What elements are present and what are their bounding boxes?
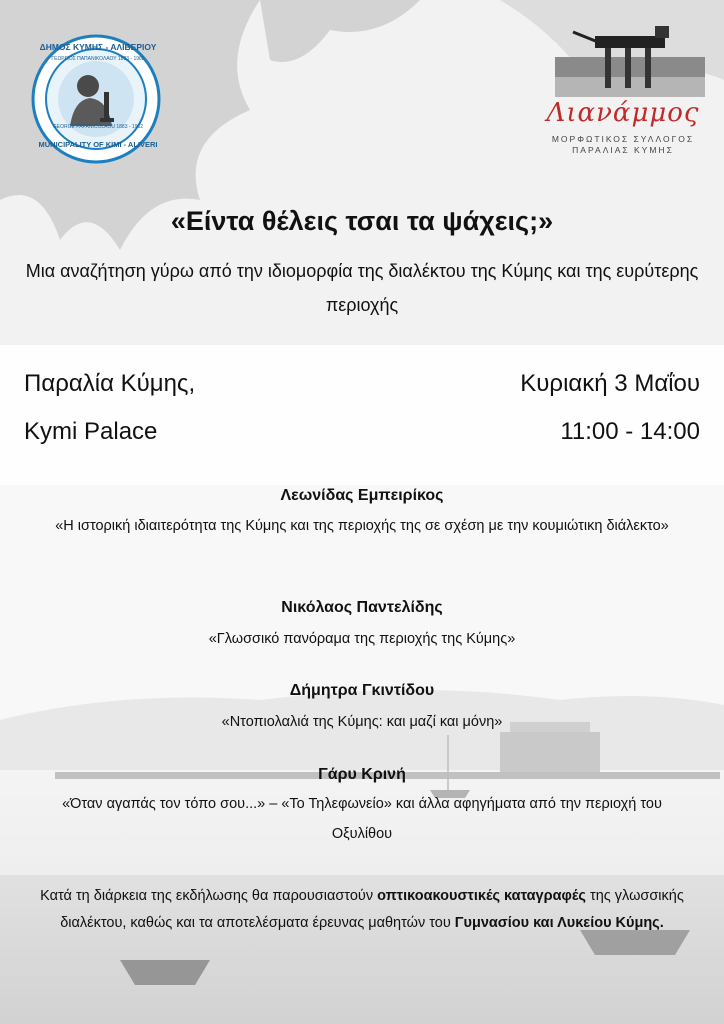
event-note-bold-1: οπτικοακουστικές καταγραφές xyxy=(377,888,586,904)
speaker-4-name: Γάρυ Κρινή xyxy=(318,766,406,783)
lianammos-logo-image xyxy=(555,22,705,102)
speaker-2-talk: «Γλωσσικό πανόραμα της περιοχής της Κύμης» xyxy=(208,631,516,647)
speaker-3-name: Δήμητρα Γκιντίδου xyxy=(289,682,435,699)
event-note-bold-2: Γυμνασίου και Λυκείου Κύμης. xyxy=(454,915,664,931)
speaker-1-name: Λεωνίδας Εμπειρίκος xyxy=(280,487,444,504)
event-place-line1: Παραλία Κύμης, xyxy=(24,370,196,397)
speaker-4-talk: «Όταν αγαπάς τον τόπο σου...» – «Το Τηλεφωνείο» και άλλα αφηγήματα από την περιοχή του Οξυλίθου xyxy=(62,796,662,842)
event-title: «Είντα θέλεις τσαι τα ψάχεις;» xyxy=(170,206,554,236)
lianammos-subtitle-1: ΜΟΡΦΩΤΙΚΟΣ ΣΥΛΛΟΓΟΣ xyxy=(551,134,695,144)
event-note-text-1: Κατά τη διάρκεια της εκδήλωσης θα παρουσιαστούν xyxy=(40,888,378,904)
event-date: Κυριακή 3 Μαΐου xyxy=(520,370,700,397)
lianammos-subtitle-2: ΠΑΡΑΛΙΑΣ ΚΥΜΗΣ xyxy=(572,145,674,155)
event-note xyxy=(18,883,706,937)
lianammos-name: Λιανάμμος xyxy=(546,98,700,128)
speaker-2-name: Νικόλαος Παντελίδης xyxy=(281,599,443,616)
municipality-logo-inner-bottom: GEORGE PAPANICOLAOU 1883 - 1962 xyxy=(52,124,144,130)
event-place-line2: Kymi Palace xyxy=(24,418,158,445)
municipality-logo-top-text: ΔΗΜΟΣ ΚΥΜΗΣ - ΑΛΙΒΕΡΙΟΥ xyxy=(39,42,157,52)
speaker-3-talk: «Ντοπιολαλιά της Κύμης: και μαζί και μόνη» xyxy=(221,714,503,730)
event-note-text-2: της γλωσσικής διαλέκτου, καθώς και τα αποτελέσματα έρευνας μαθητών του xyxy=(60,888,684,931)
speaker-1-talk: «Η ιστορική ιδιαιτερότητα της Κύμης και της περιοχής της σε σχέση με την κουμιώτικη διάλεκτο» xyxy=(55,518,669,534)
lianammos-logo xyxy=(538,98,708,156)
event-subtitle: Μια αναζήτηση γύρω από την ιδιομορφία της διαλέκτου της Κύμης και της ευρύτερης περιοχής xyxy=(25,261,699,315)
event-time: 11:00 - 14:00 xyxy=(560,418,700,445)
municipality-logo-inner-top: ΓΕΩΡΓΙΟΣ ΠΑΠΑΝΙΚΟΛΑΟΥ 1883 - 1962 xyxy=(51,56,145,62)
municipality-logo-bottom-text: MUNICIPALITY OF KIMI - ALIVERI xyxy=(38,140,158,149)
